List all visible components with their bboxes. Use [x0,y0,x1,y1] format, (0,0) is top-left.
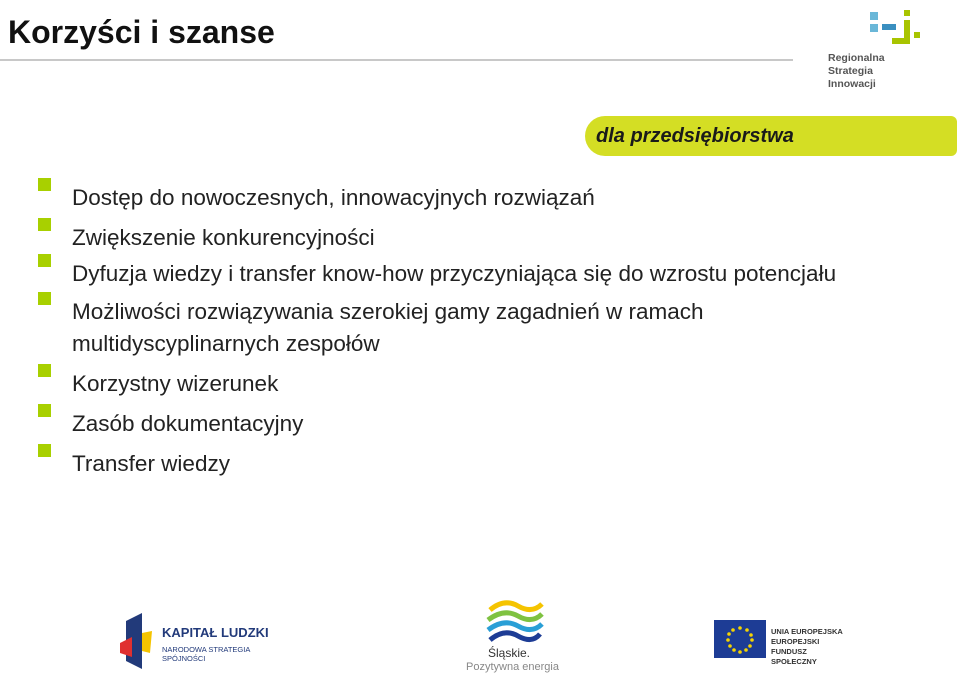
list-item: Transfer wiedzy [38,448,838,480]
eu-logo [714,620,854,666]
slaskie-sub: Pozytywna energia [466,661,559,673]
rsi-logo [822,8,932,98]
list-item: Zwiększenie konkurencyjności [38,222,838,254]
rsi-mark-icon [822,8,932,52]
bullet-square-icon [38,404,51,417]
list-item: Możliwości rozwiązywania szerokiej gamy zagadnień w ramach multidyscyplinarnych zespołów [38,296,838,360]
bullet-square-icon [38,254,51,267]
bullet-square-icon [38,178,51,191]
kapital-ludzki-logo [120,613,290,671]
banner-label: dla przedsiębiorstwa [596,125,794,147]
bullet-square-icon [38,444,51,457]
eu-flag-icon [714,620,766,658]
ue-line-3: FUNDUSZ SPOŁECZNY [771,647,817,666]
slaskie-name: Śląskie. [488,646,531,660]
rsi-line-1: Regionalna [828,52,885,64]
list-item: Dostęp do nowoczesnych, innowacyjnych rozwiązań [38,182,838,214]
slaskie-waves-icon [484,598,544,644]
kl-name: KAPITAŁ LUDZKI [162,625,269,640]
bullet-square-icon [38,292,51,305]
rsi-line-2: Strategia [828,65,873,77]
list-item: Zasób dokumentacyjny [38,408,838,440]
audience-banner [585,116,957,156]
bullet-square-icon [38,364,51,377]
benefit-list [38,182,838,488]
list-item: Dyfuzja wiedzy i transfer know-how przyczyniająca się do wzrostu potencjału [38,258,838,290]
list-item: Korzystny wizerunek [38,368,838,400]
bullet-square-icon [38,218,51,231]
kapital-ludzki-mark-icon [120,613,158,669]
slide-title: Korzyści i szanse [8,14,275,50]
ue-line-1: UNIA EUROPEJSKA [771,627,843,636]
rsi-line-3: Innowacji [828,78,876,90]
ue-line-2: EUROPEJSKI [771,637,820,646]
slaskie-logo [462,598,562,676]
title-divider [0,59,793,61]
kl-sub: NARODOWA STRATEGIA SPÓJNOŚCI [162,645,250,663]
